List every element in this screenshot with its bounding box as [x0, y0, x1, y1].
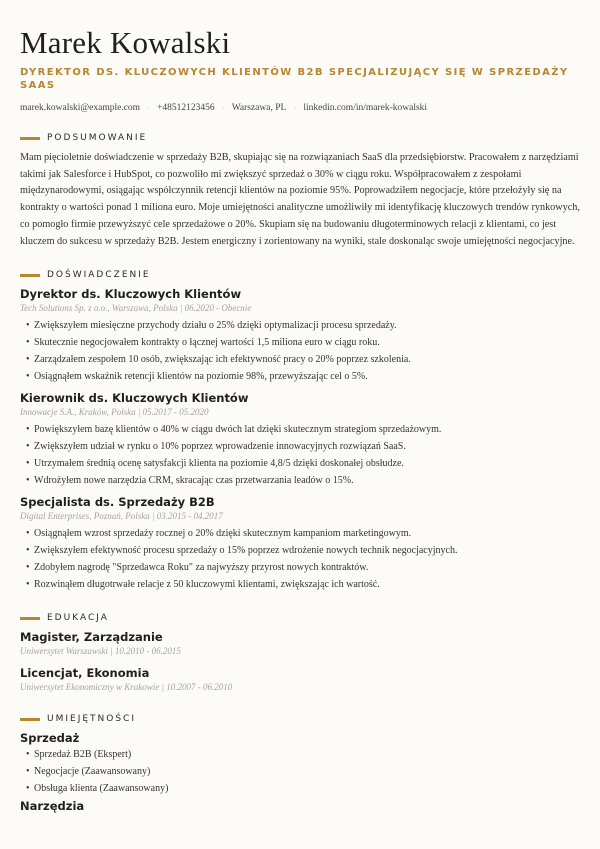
job-title: Kierownik ds. Kluczowych Klientów — [20, 391, 249, 406]
education-entry — [20, 666, 580, 694]
job-meta: Innowacje S.A., Kraków, Polska | 05.2017 - 05.2020 — [20, 407, 209, 418]
job-title: Specjalista ds. Sprzedaży B2B — [20, 495, 215, 510]
job-entry — [20, 391, 580, 489]
achievement-item: • Osiągnąłem wzrost sprzedaży rocznej o 20% dzięki skutecznym kampaniom marketingowym. — [34, 525, 580, 542]
section-accent-bar — [20, 718, 40, 721]
achievement-item: • Zdobyłem nagrodę "Sprzedawca Roku" za najwyższy przyrost nowych kontraktów. — [34, 559, 580, 576]
skills-section — [20, 714, 580, 814]
contact-location: Warszawa, PL — [231, 103, 287, 113]
job-meta: Digital Enterprises, Poznań, Polska | 03.2015 - 04.2017 — [20, 511, 223, 522]
skill-item: • Obsługa klienta (Zaawansowany) — [34, 780, 580, 797]
achievement-item: • Zwiększyłem udział w rynku o 10% poprzez wprowadzenie innowacyjnych rozwiązań SaaS. — [34, 438, 580, 455]
achievement-item: • Wdrożyłem nowe narzędzia CRM, skracając czas przetwarzania leadów o 15%. — [34, 472, 580, 489]
job-title: Dyrektor ds. Kluczowych Klientów — [20, 287, 242, 302]
section-heading — [20, 133, 580, 143]
section-heading — [20, 714, 580, 724]
summary-section — [20, 133, 580, 250]
education-degree: Licencjat, Ekonomia — [20, 666, 150, 681]
skill-list — [20, 746, 580, 797]
separator-dot: · — [147, 103, 151, 113]
candidate-name: Marek Kowalski — [20, 25, 231, 60]
separator-dot: · — [221, 103, 225, 113]
summary-text: Mam pięcioletnie doświadczenie w sprzedaży B2B, skupiając się na rozwiązaniach SaaS dla przedsiębiorstw. Pracowałem z narzędziami takimi jak Salesforce i HubSpot, co pozwoliło mi zwiększyć sprzedaż o 30% w ciągu roku. Współpracowałem z zespołami międzynarodowymi, osiągając współczynnik retencji klientów na poziomie 95%. Poprowadziłem negocjacje, które przełożyły się na kontrakty o wartości ponad 1 miliona euro. Moje umiejętności analityczne umożliwiły mi identyfikację kluczowych trendów rynkowych, co pomogło firmie przewyższyć cele sprzedażowe o 20%. Skupiam się na budowaniu długoterminowych relacji z klientami, co jest kluczem do sukcesu w sprzedaży B2B. Jestem energiczny i zorientowany na wyniki, stale doskonaląc swoje umiejętności negocjacyjne. — [20, 152, 580, 247]
contact-linkedin[interactable]: linkedin.com/in/marek-kowalski — [303, 103, 428, 113]
job-achievements — [20, 525, 580, 593]
job-entry — [20, 495, 580, 593]
section-title: UMIEJĘTNOŚCI — [47, 714, 136, 725]
education-section — [20, 613, 580, 694]
education-degree: Magister, Zarządzanie — [20, 630, 163, 645]
contact-email[interactable]: marek.kowalski@example.com — [20, 103, 141, 113]
job-achievements — [20, 421, 580, 489]
achievement-item: • Osiągnąłem wskaźnik retencji klientów na poziomie 98%, przewyższając cel o 5%. — [34, 368, 580, 385]
job-meta: Tech Solutions Sp. z o.o., Warszawa, Polska | 06.2020 - Obecnie — [20, 303, 252, 314]
skill-category-title: Narzędzia — [20, 799, 85, 814]
job-achievements — [20, 317, 580, 385]
section-accent-bar — [20, 274, 40, 277]
achievement-item: • Skutecznie negocjowałem kontrakty o łącznej wartości 1,5 miliona euro w ciągu roku. — [34, 334, 580, 351]
achievement-item: • Zarządzałem zespołem 10 osób, zwiększając ich efektywność pracy o 20% poprzez szkolenia. — [34, 351, 580, 368]
section-accent-bar — [20, 137, 40, 140]
achievement-item: • Zwiększyłem miesięczne przychody działu o 25% dzięki optymalizacji procesu sprzedaży. — [34, 317, 580, 334]
skill-item: • Sprzedaż B2B (Ekspert) — [34, 746, 580, 763]
skill-category-title: Sprzedaż — [20, 731, 80, 746]
section-accent-bar — [20, 617, 40, 620]
section-title: EDUKACJA — [47, 613, 109, 624]
experience-section — [20, 270, 580, 593]
achievement-item: • Rozwinąłem długotrwałe relacje z 50 kluczowymi klientami, zwiększając ich wartość. — [34, 576, 580, 593]
section-heading — [20, 270, 580, 280]
skill-item: • Negocjacje (Zaawansowany) — [34, 763, 580, 780]
section-title: DOŚWIADCZENIE — [47, 270, 151, 281]
contact-phone[interactable]: +48512123456 — [157, 103, 215, 113]
section-heading — [20, 613, 580, 623]
achievement-item: • Zwiększyłem efektywność procesu sprzedaży o 15% poprzez wdrożenie nowych technik negocjacyjnych. — [34, 542, 580, 559]
section-title: PODSUMOWANIE — [47, 133, 148, 143]
education-entry — [20, 630, 580, 658]
education-meta: Uniwersytet Warszawski | 10.2010 - 06.2015 — [20, 646, 181, 657]
job-entry — [20, 287, 580, 385]
separator-dot: · — [293, 103, 297, 113]
contact-bar — [20, 103, 580, 113]
achievement-item: • Utrzymałem średnią ocenę satysfakcji klienta na poziomie 4,8/5 dzięki doskonałej obsłudze. — [34, 455, 580, 472]
candidate-headline: DYREKTOR DS. KLUCZOWYCH KLIENTÓW B2B SPECJALIZUJĄCY SIĘ W SPRZEDAŻY SAAS — [20, 67, 569, 91]
achievement-item: • Powiększyłem bazę klientów o 40% w ciągu dwóch lat dzięki skutecznym strategiom sprzedażowym. — [34, 421, 580, 438]
education-meta: Uniwersytet Ekonomiczny w Krakowie | 10.2007 - 06.2010 — [20, 682, 233, 693]
